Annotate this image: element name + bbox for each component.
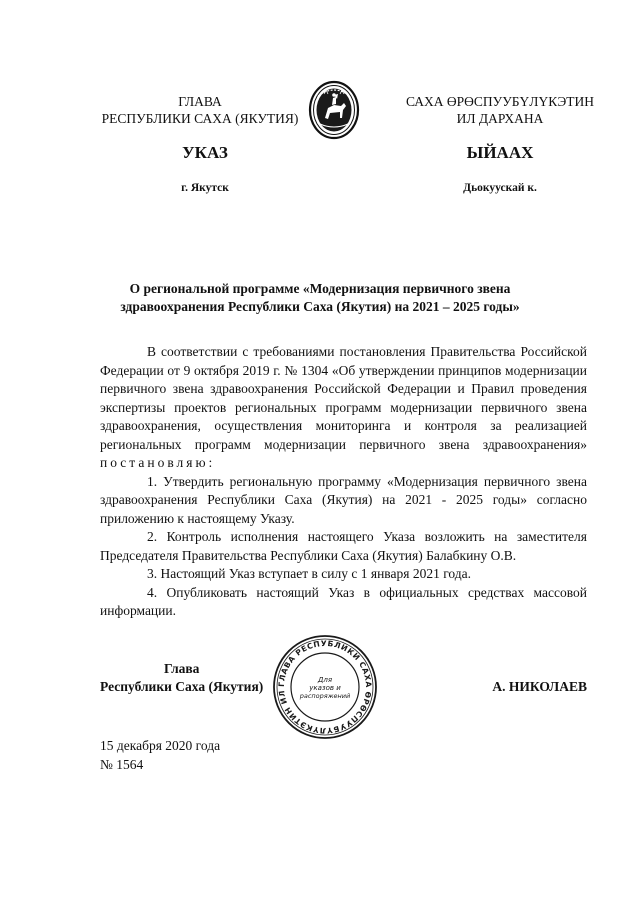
preamble-text: В соответствии с требованиями постановления Правительства Российской Федерации от 9 октября 2019 г. № 1304 «Об утверждении принципов модернизации первичного звена здравоохранения Российской Федерации и Правил проведения экспертизы проектов региональных программ модернизации первичного звена здравоохранения, осуществления мониторинга и контроля за реализацией региональных программ модернизации первичного звена здравоохранения» bbox=[100, 344, 587, 452]
stamp-center-line2: указов и bbox=[309, 684, 341, 692]
title-line1: О региональной программе «Модернизация первичного звена bbox=[129, 281, 511, 296]
stamp-seal-icon bbox=[272, 634, 378, 740]
header-right-title bbox=[380, 93, 620, 127]
signatory-name: А. НИКОЛАЕВ bbox=[492, 679, 587, 694]
doc-type-left: УКАЗ bbox=[182, 143, 228, 162]
header-left-line1: ГЛАВА bbox=[178, 94, 222, 109]
decree-word: постановляю: bbox=[100, 455, 216, 470]
item-1: 1. Утвердить региональную программу «Модернизация первичного звена здравоохранения Республики Саха (Якутия) на 2021 - 2025 годы» согласно приложению к настоящему Указу. bbox=[100, 473, 587, 526]
item-2: 2. Контроль исполнения настоящего Указа возложить на заместителя Председателя Правительства Республики Саха (Якутия) Балабкину О.В. bbox=[100, 529, 587, 563]
official-stamp bbox=[272, 634, 378, 740]
document-date: 15 декабря 2020 года bbox=[100, 738, 221, 753]
header-right-line1: САХА ӨРӨСПУУБҮЛҮКЭТИН bbox=[405, 94, 595, 109]
document-footer bbox=[100, 737, 350, 774]
item-4: 4. Опубликовать настоящий Указ в официальных средствах массовой информации. bbox=[100, 584, 587, 618]
stamp-center-line1: Для bbox=[317, 676, 333, 684]
emblem-icon bbox=[308, 80, 360, 140]
city-left: г. Якутск bbox=[181, 182, 229, 194]
title-line2: здравоохранения Республики Саха (Якутия) на 2021 – 2025 годы» bbox=[120, 299, 520, 314]
doc-type-right: ЫЙААХ bbox=[466, 143, 534, 162]
document-title bbox=[100, 280, 540, 316]
stamp-center-line3: распоряжений bbox=[299, 692, 351, 700]
document-number: № 1564 bbox=[100, 756, 144, 772]
city-right: Дьокуускай к. bbox=[463, 182, 537, 194]
signature-title bbox=[100, 660, 300, 696]
signature-title-line2: Республики Саха (Якутия) bbox=[100, 679, 264, 694]
item-3: 3. Настоящий Указ вступает в силу с 1 января 2021 года. bbox=[147, 566, 471, 581]
preamble-paragraph bbox=[100, 343, 587, 473]
header-left-title bbox=[90, 93, 310, 127]
coat-of-arms-emblem bbox=[308, 80, 360, 140]
header-left-line2: РЕСПУБЛИКИ САХА (ЯКУТИЯ) bbox=[101, 111, 299, 126]
document-body bbox=[100, 343, 587, 621]
stamp-ring-text: ГЛАВА РЕСПУБЛИКИ САХА ӨРӨСПУУБҮЛҮКЭТИН ИЛ bbox=[276, 638, 374, 736]
header-right-line2: ИЛ ДАРХАНА bbox=[456, 111, 544, 126]
signature-title-line1: Глава bbox=[164, 661, 200, 676]
